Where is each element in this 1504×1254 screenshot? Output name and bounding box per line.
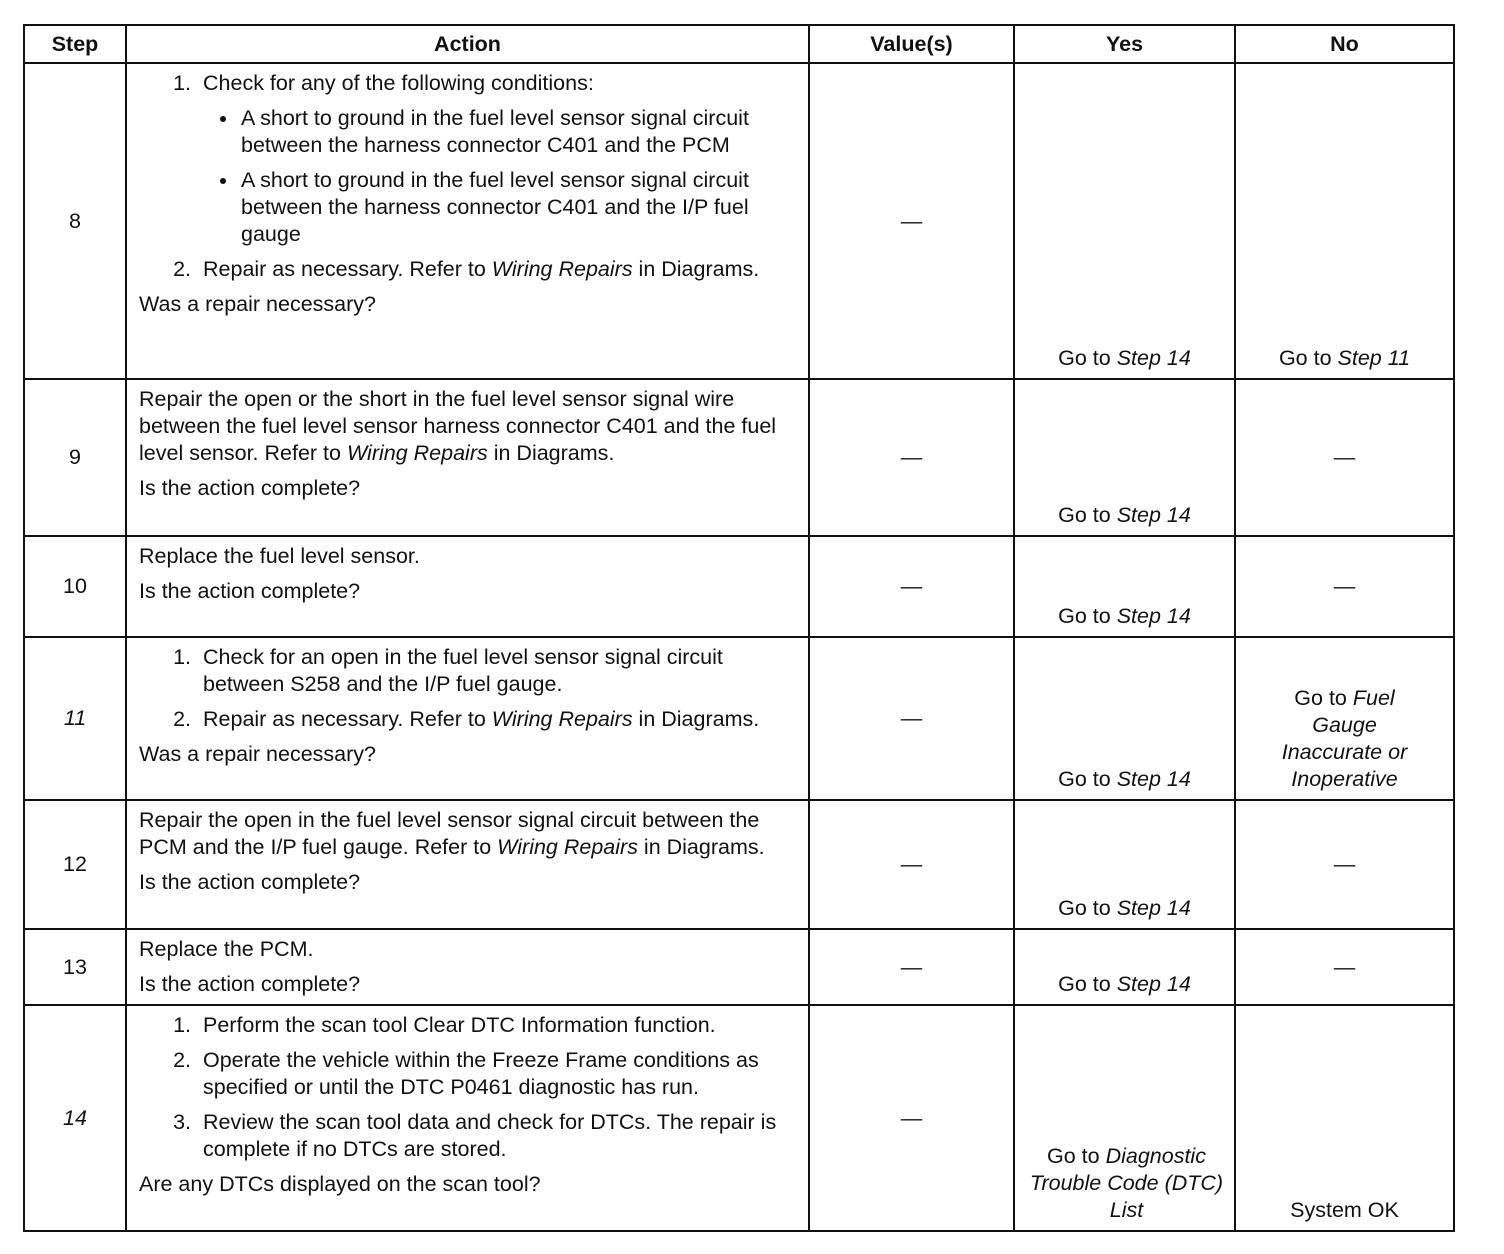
action-question: Is the action complete?	[139, 870, 361, 894]
table-row	[24, 379, 1454, 536]
step-number: 11	[24, 637, 126, 800]
list-item	[197, 706, 798, 733]
header-no: No	[1235, 25, 1454, 63]
list-item: 1. Perform the scan tool Clear DTC Information function.	[197, 1012, 798, 1039]
no-target: Fuel Gauge Inaccurate or Inoperative	[1281, 686, 1408, 791]
action-question: Was a repair necessary?	[139, 292, 376, 316]
action-text: Replace the PCM.	[139, 937, 314, 961]
yes-target: Diagnostic Trouble Code (DTC) List	[1029, 1144, 1224, 1222]
action-text: Replace the fuel level sensor.	[139, 544, 420, 568]
table-row	[24, 637, 1454, 800]
no-cell	[1235, 63, 1454, 379]
action-cell	[126, 637, 809, 800]
no-text: Go to	[1294, 686, 1353, 710]
yes-cell	[1014, 536, 1235, 637]
yes-cell	[1014, 637, 1235, 800]
yes-text: Go to	[1047, 1144, 1106, 1168]
bullet-list	[203, 105, 798, 248]
yes-target: Step 14	[1116, 896, 1191, 920]
diagnostic-table	[23, 24, 1455, 1232]
action-text-part: in Diagrams.	[487, 441, 615, 465]
yes-target: Step 14	[1116, 346, 1191, 370]
action-text-part: in Diagrams.	[637, 835, 765, 859]
step-number: 9	[24, 379, 126, 536]
step-number: 10	[24, 536, 126, 637]
yes-target: Step 14	[1116, 503, 1191, 527]
list-item-text: in Diagrams.	[632, 257, 760, 281]
list-item-text: Check for any of the following conditions:	[203, 71, 594, 95]
yes-text: Go to	[1058, 346, 1117, 370]
value-cell: —	[809, 800, 1014, 929]
step-number: 13	[24, 929, 126, 1005]
yes-text: Go to	[1058, 503, 1117, 527]
action-question: Are any DTCs displayed on the scan tool?	[139, 1172, 541, 1196]
action-cell	[126, 1005, 809, 1231]
list-item-text: Repair as necessary. Refer to	[203, 257, 492, 281]
header-values: Value(s)	[809, 25, 1014, 63]
list-item-text: Repair as necessary. Refer to	[203, 707, 492, 731]
yes-text: Go to	[1058, 896, 1117, 920]
action-text-part: Repair the open or the short in the fuel level sensor signal wire between the fuel level sensor harness connector C401 and the fuel level sensor. Refer to	[139, 387, 777, 465]
action-text-part: Repair the open in the fuel level sensor signal circuit between the PCM and the I/P fuel gauge. Refer to	[139, 808, 760, 859]
value-cell: —	[809, 1005, 1014, 1231]
header-yes: Yes	[1014, 25, 1235, 63]
action-cell	[126, 536, 809, 637]
yes-text: Go to	[1058, 767, 1117, 791]
yes-cell	[1014, 1005, 1235, 1231]
header-row	[24, 25, 1454, 63]
no-cell: —	[1235, 800, 1454, 929]
no-cell: System OK	[1235, 1005, 1454, 1231]
action-list	[139, 644, 798, 733]
yes-cell	[1014, 929, 1235, 1005]
step-number: 8	[24, 63, 126, 379]
no-text: Go to	[1278, 346, 1338, 370]
action-text	[139, 386, 798, 467]
bullet-item: • A short to ground in the fuel level sensor signal circuit between the harness connector C401 and the PCM	[239, 105, 798, 159]
action-question: Is the action complete?	[139, 972, 361, 996]
no-target: Step 11	[1337, 346, 1411, 370]
reference-link-text: Wiring Repairs	[346, 441, 488, 465]
yes-cell	[1014, 800, 1235, 929]
yes-target: Step 14	[1116, 604, 1191, 628]
list-item: 1. Check for an open in the fuel level sensor signal circuit between S258 and the I/P fuel gauge.	[197, 644, 798, 698]
yes-text: Go to	[1058, 972, 1117, 996]
action-question: Is the action complete?	[139, 476, 361, 500]
list-item: 3. Review the scan tool data and check for DTCs. The repair is complete if no DTCs are stored.	[197, 1109, 798, 1163]
no-cell: —	[1235, 379, 1454, 536]
yes-cell	[1014, 379, 1235, 536]
action-text	[139, 807, 798, 861]
header-action: Action	[126, 25, 809, 63]
reference-link-text: Wiring Repairs	[491, 707, 633, 731]
list-item	[197, 70, 798, 248]
value-cell: —	[809, 379, 1014, 536]
list-item	[197, 256, 798, 283]
value-cell: —	[809, 536, 1014, 637]
table-row	[24, 1005, 1454, 1231]
list-item-text: in Diagrams.	[632, 707, 760, 731]
action-list	[139, 70, 798, 283]
step-number: 14	[24, 1005, 126, 1231]
value-cell: —	[809, 63, 1014, 379]
table-row	[24, 800, 1454, 929]
action-cell	[126, 929, 809, 1005]
action-cell	[126, 800, 809, 929]
header-step: Step	[24, 25, 126, 63]
yes-text: Go to	[1058, 604, 1117, 628]
no-cell: —	[1235, 929, 1454, 1005]
value-cell: —	[809, 637, 1014, 800]
reference-link-text: Wiring Repairs	[491, 257, 633, 281]
action-question: Is the action complete?	[139, 579, 361, 603]
bullet-item: • A short to ground in the fuel level sensor signal circuit between the harness connector C401 and the I/P fuel gauge	[239, 167, 798, 248]
yes-target: Step 14	[1116, 972, 1191, 996]
action-cell	[126, 379, 809, 536]
reference-link-text: Wiring Repairs	[497, 835, 638, 859]
step-number: 12	[24, 800, 126, 929]
table-row	[24, 536, 1454, 637]
table-row	[24, 929, 1454, 1005]
action-list	[139, 1012, 798, 1163]
value-cell: —	[809, 929, 1014, 1005]
table-row	[24, 63, 1454, 379]
yes-cell	[1014, 63, 1235, 379]
yes-target: Step 14	[1116, 767, 1191, 791]
action-question: Was a repair necessary?	[139, 742, 376, 766]
list-item: 2. Operate the vehicle within the Freeze Frame conditions as specified or until the DTC P0461 diagnostic has run.	[197, 1047, 798, 1101]
no-cell: —	[1235, 536, 1454, 637]
no-cell	[1235, 637, 1454, 800]
action-cell	[126, 63, 809, 379]
